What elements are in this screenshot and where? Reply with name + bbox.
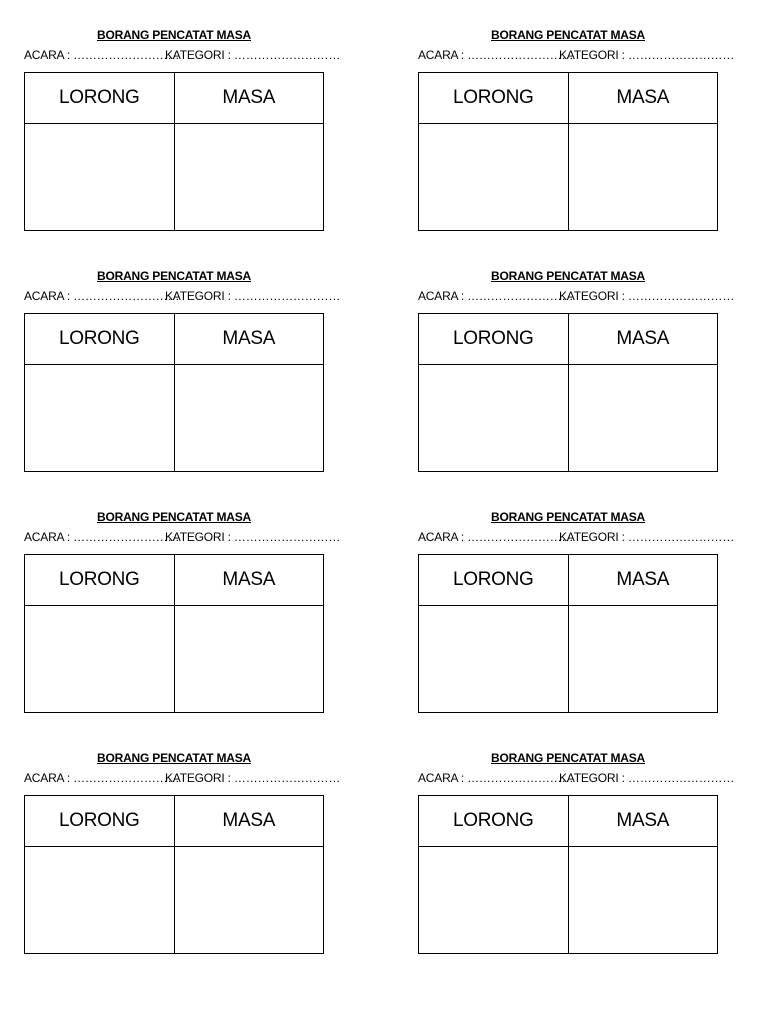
masa-cell[interactable]: [568, 124, 718, 231]
form-fields: [418, 287, 735, 305]
form-title: BORANG PENCATAT MASA: [97, 751, 251, 765]
lorong-header: LORONG: [419, 796, 569, 847]
acara-field[interactable]: ACARA : ………………………: [418, 289, 574, 303]
masa-cell[interactable]: [174, 124, 324, 231]
kategori-field[interactable]: KATEGORI : ………………………: [165, 289, 341, 303]
kategori-field[interactable]: KATEGORI : ………………………: [165, 48, 341, 62]
acara-field[interactable]: ACARA : ………………………: [418, 530, 574, 544]
timing-table: [418, 795, 718, 954]
lorong-cell[interactable]: [419, 606, 569, 713]
kategori-field[interactable]: KATEGORI : ………………………: [559, 48, 735, 62]
timing-form: [418, 749, 735, 949]
timing-form: [24, 267, 341, 467]
masa-header: MASA: [568, 555, 718, 606]
masa-cell[interactable]: [174, 606, 324, 713]
lorong-cell[interactable]: [419, 365, 569, 472]
kategori-field[interactable]: KATEGORI : ………………………: [559, 289, 735, 303]
form-title: BORANG PENCATAT MASA: [491, 269, 645, 283]
form-fields: [24, 769, 341, 787]
timing-form: [24, 508, 341, 708]
form-fields: [24, 528, 341, 546]
masa-cell[interactable]: [174, 365, 324, 472]
timing-form: [418, 26, 735, 226]
kategori-field[interactable]: KATEGORI : ………………………: [559, 530, 735, 544]
kategori-field[interactable]: KATEGORI : ………………………: [165, 530, 341, 544]
acara-field[interactable]: ACARA : ………………………: [418, 771, 574, 785]
masa-cell[interactable]: [174, 847, 324, 954]
form-fields: [24, 287, 341, 305]
form-title: BORANG PENCATAT MASA: [97, 510, 251, 524]
form-fields: [418, 46, 735, 64]
lorong-cell[interactable]: [25, 847, 175, 954]
lorong-cell[interactable]: [25, 365, 175, 472]
timing-table: [418, 554, 718, 713]
masa-header: MASA: [174, 555, 324, 606]
masa-header: MASA: [174, 796, 324, 847]
form-title: BORANG PENCATAT MASA: [97, 28, 251, 42]
lorong-header: LORONG: [25, 73, 175, 124]
timing-form: [24, 26, 341, 226]
timing-table: [24, 554, 324, 713]
timing-form: [418, 267, 735, 467]
form-fields: [418, 769, 735, 787]
form-fields: [24, 46, 341, 64]
form-title: BORANG PENCATAT MASA: [491, 28, 645, 42]
timing-table: [24, 313, 324, 472]
acara-field[interactable]: ACARA : ………………………: [24, 289, 180, 303]
lorong-cell[interactable]: [419, 847, 569, 954]
kategori-field[interactable]: KATEGORI : ………………………: [559, 771, 735, 785]
acara-field[interactable]: ACARA : ………………………: [24, 48, 180, 62]
form-fields: [418, 528, 735, 546]
lorong-cell[interactable]: [25, 606, 175, 713]
form-title: BORANG PENCATAT MASA: [491, 510, 645, 524]
lorong-header: LORONG: [25, 314, 175, 365]
masa-cell[interactable]: [568, 847, 718, 954]
kategori-field[interactable]: KATEGORI : ………………………: [165, 771, 341, 785]
masa-header: MASA: [174, 73, 324, 124]
acara-field[interactable]: ACARA : ………………………: [24, 530, 180, 544]
form-title: BORANG PENCATAT MASA: [491, 751, 645, 765]
timing-table: [24, 795, 324, 954]
timing-table: [418, 313, 718, 472]
lorong-cell[interactable]: [25, 124, 175, 231]
form-title: BORANG PENCATAT MASA: [97, 269, 251, 283]
lorong-header: LORONG: [419, 314, 569, 365]
masa-header: MASA: [174, 314, 324, 365]
lorong-header: LORONG: [25, 555, 175, 606]
masa-cell[interactable]: [568, 606, 718, 713]
timing-table: [418, 72, 718, 231]
timing-table: [24, 72, 324, 231]
acara-field[interactable]: ACARA : ………………………: [418, 48, 574, 62]
timing-form: [24, 749, 341, 949]
masa-header: MASA: [568, 73, 718, 124]
masa-header: MASA: [568, 796, 718, 847]
masa-cell[interactable]: [568, 365, 718, 472]
lorong-header: LORONG: [419, 555, 569, 606]
acara-field[interactable]: ACARA : ………………………: [24, 771, 180, 785]
lorong-header: LORONG: [25, 796, 175, 847]
lorong-header: LORONG: [419, 73, 569, 124]
lorong-cell[interactable]: [419, 124, 569, 231]
masa-header: MASA: [568, 314, 718, 365]
timing-form: [418, 508, 735, 708]
